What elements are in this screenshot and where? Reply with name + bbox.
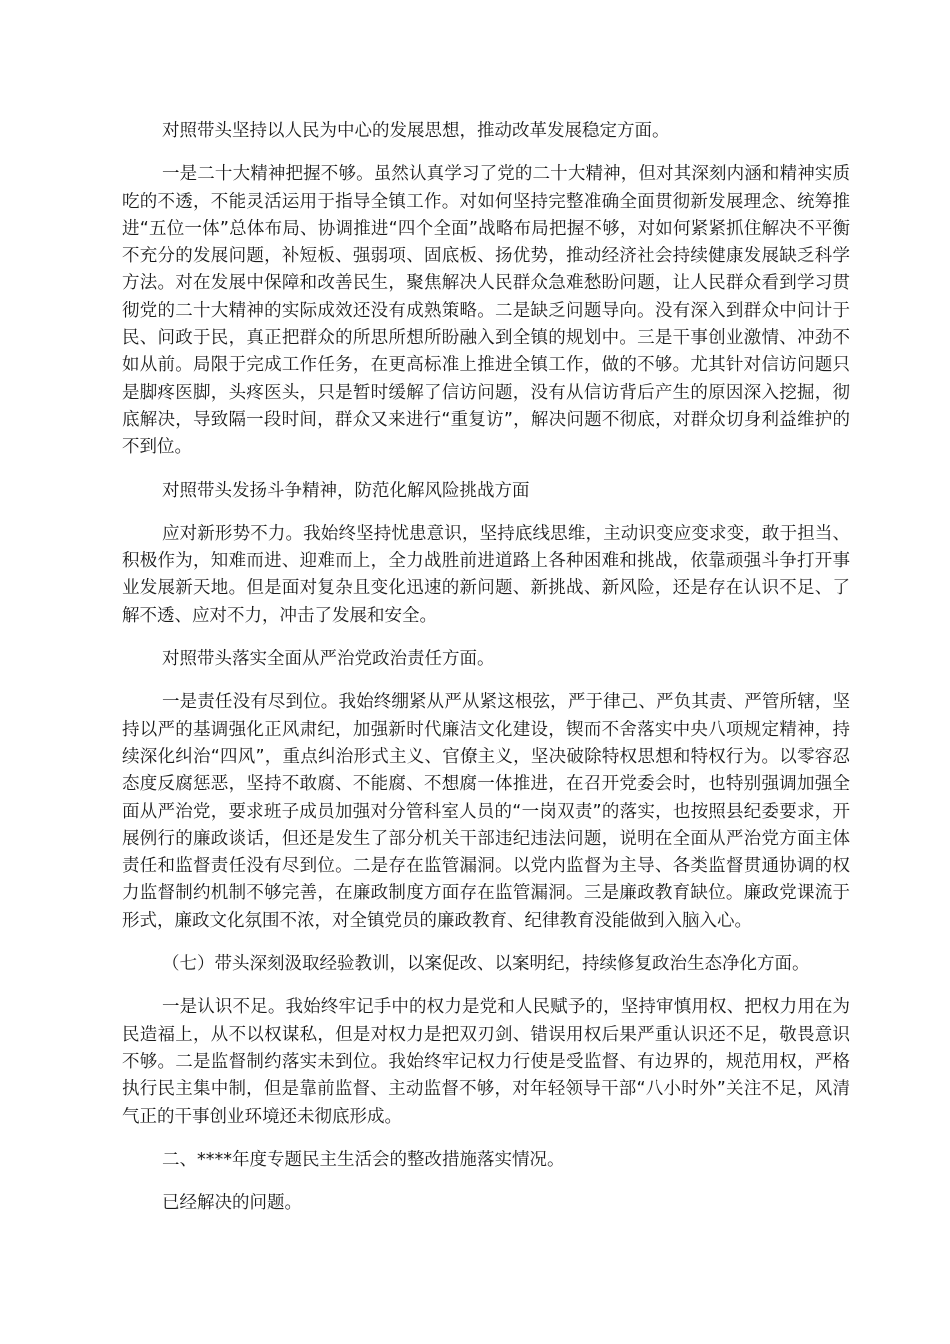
paragraph-spirit-grasp: 一是二十大精神把握不够。虽然认真学习了党的二十大精神，但对其深刻内涵和精神实质吃的不透，不能灵活运用于指导全镇工作。对如何坚持完整准确全面贯彻新发展理念、统筹推进“五位一体”总体布局、协调推进“四个全面”战略布局把握不够，对如何紧紧抓住解决不平衡不充分的发展问题，补短板、强弱项、固底板、扬优势，推动经济社会持续健康发展缺乏科学方法。对在发展中保障和改善民生，聚焦解决人民群众急难愁盼问题，让人民群众看到学习贯彻党的二十大精神的实际成效还没有成熟策略。二是缺乏问题导向。没有深入到群众中问计于民、问政于民，真正把群众的所思所想所盼融入到全镇的规划中。三是干事创业激情、冲劲不如从前。局限于完成工作任务，在更高标准上推进全镇工作，做的不够。尤其针对信访问题只是脚疼医脚，头疼医头，只是暂时缓解了信访问题，没有从信访背后产生的原因深入挖掘，彻底解决，导致隔一段时间，群众又来进行“重复访”，解决问题不彻底，对群众切身利益维护的不到位。	[122, 164, 850, 458]
paragraph-section-two: 二、****年度专题民主生活会的整改措施落实情况。	[162, 1149, 565, 1170]
document-page	[122, 118, 850, 1233]
paragraph-section-people-centered: 对照带头坚持以人民为中心的发展思想，推动改革发展稳定方面。	[162, 121, 670, 141]
paragraph-resolved-issues: 已经解决的问题。	[162, 1193, 302, 1214]
paragraph-awareness: 一是认识不足。我始终牢记手中的权力是党和人民赋予的，坚持审慎用权、把权力用在为民造福上，从不以权谋私，但是对权力是把双刃剑、错误用权后果严重认识还不足，敬畏意识不够。二是监督制约落实未到位。我始终牢记权力行使是受监督、有边界的，规范用权，严格执行民主集中制，但是靠前监督、主动监督不够，对年轻领导干部“八小时外”关注不足，风清气正的干事创业环境还未彻底形成。	[122, 997, 850, 1127]
paragraph-new-situation: 应对新形势不力。我始终坚持忧患意识，坚持底线思维，主动识变应变求变，敢于担当、积极作为，知难而进、迎难而上，全力战胜前进道路上各种困难和挑战，依靠顽强斗争打开事业发展新天地。但是面对复杂且变化迅速的新问题、新挑战、新风险，还是存在认识不足、了解不透、应对不力，冲击了发展和安全。	[122, 523, 850, 626]
paragraph-section-seven: （七）带头深刻汲取经验教训，以案促改、以案明纪，持续修复政治生态净化方面。	[162, 954, 810, 975]
paragraph-responsibility: 一是责任没有尽到位。我始终绷紧从严从紧这根弦，严于律己、严负其责、严管所辖，坚持以严的基调强化正风肃纪，加强新时代廉洁文化建设，锲而不舍落实中央八项规定精神，持续深化纠治“四风”，重点纠治形式主义、官僚主义，坚决破除特权思想和特权行为。以零容忍态度反腐惩恶，坚持不敢腐、不能腐、不想腐一体推进，在召开党委会时，也特别强调加强全面从严治党，要求班子成员加强对分管科室人员的“一岗双责”的落实，也按照县纪委要求，开展例行的廉政谈话，但还是发生了部分机关干部违纪违法问题，说明在全面从严治党方面主体责任和监督责任没有尽到位。二是存在监管漏洞。以党内监督为主导、各类监督贯通协调的权力监督制约机制不够完善，在廉政制度方面存在监管漏洞。三是廉政教育缺位。廉政党课流于形式，廉政文化氛围不浓，对全镇党员的廉政教育、纪律教育没能做到入脑入心。	[122, 692, 850, 931]
paragraph-section-party-discipline: 对照带头落实全面从严治党政治责任方面。	[162, 649, 495, 670]
paragraph-section-struggle-spirit: 对照带头发扬斗争精神，防范化解风险挑战方面	[162, 480, 530, 501]
